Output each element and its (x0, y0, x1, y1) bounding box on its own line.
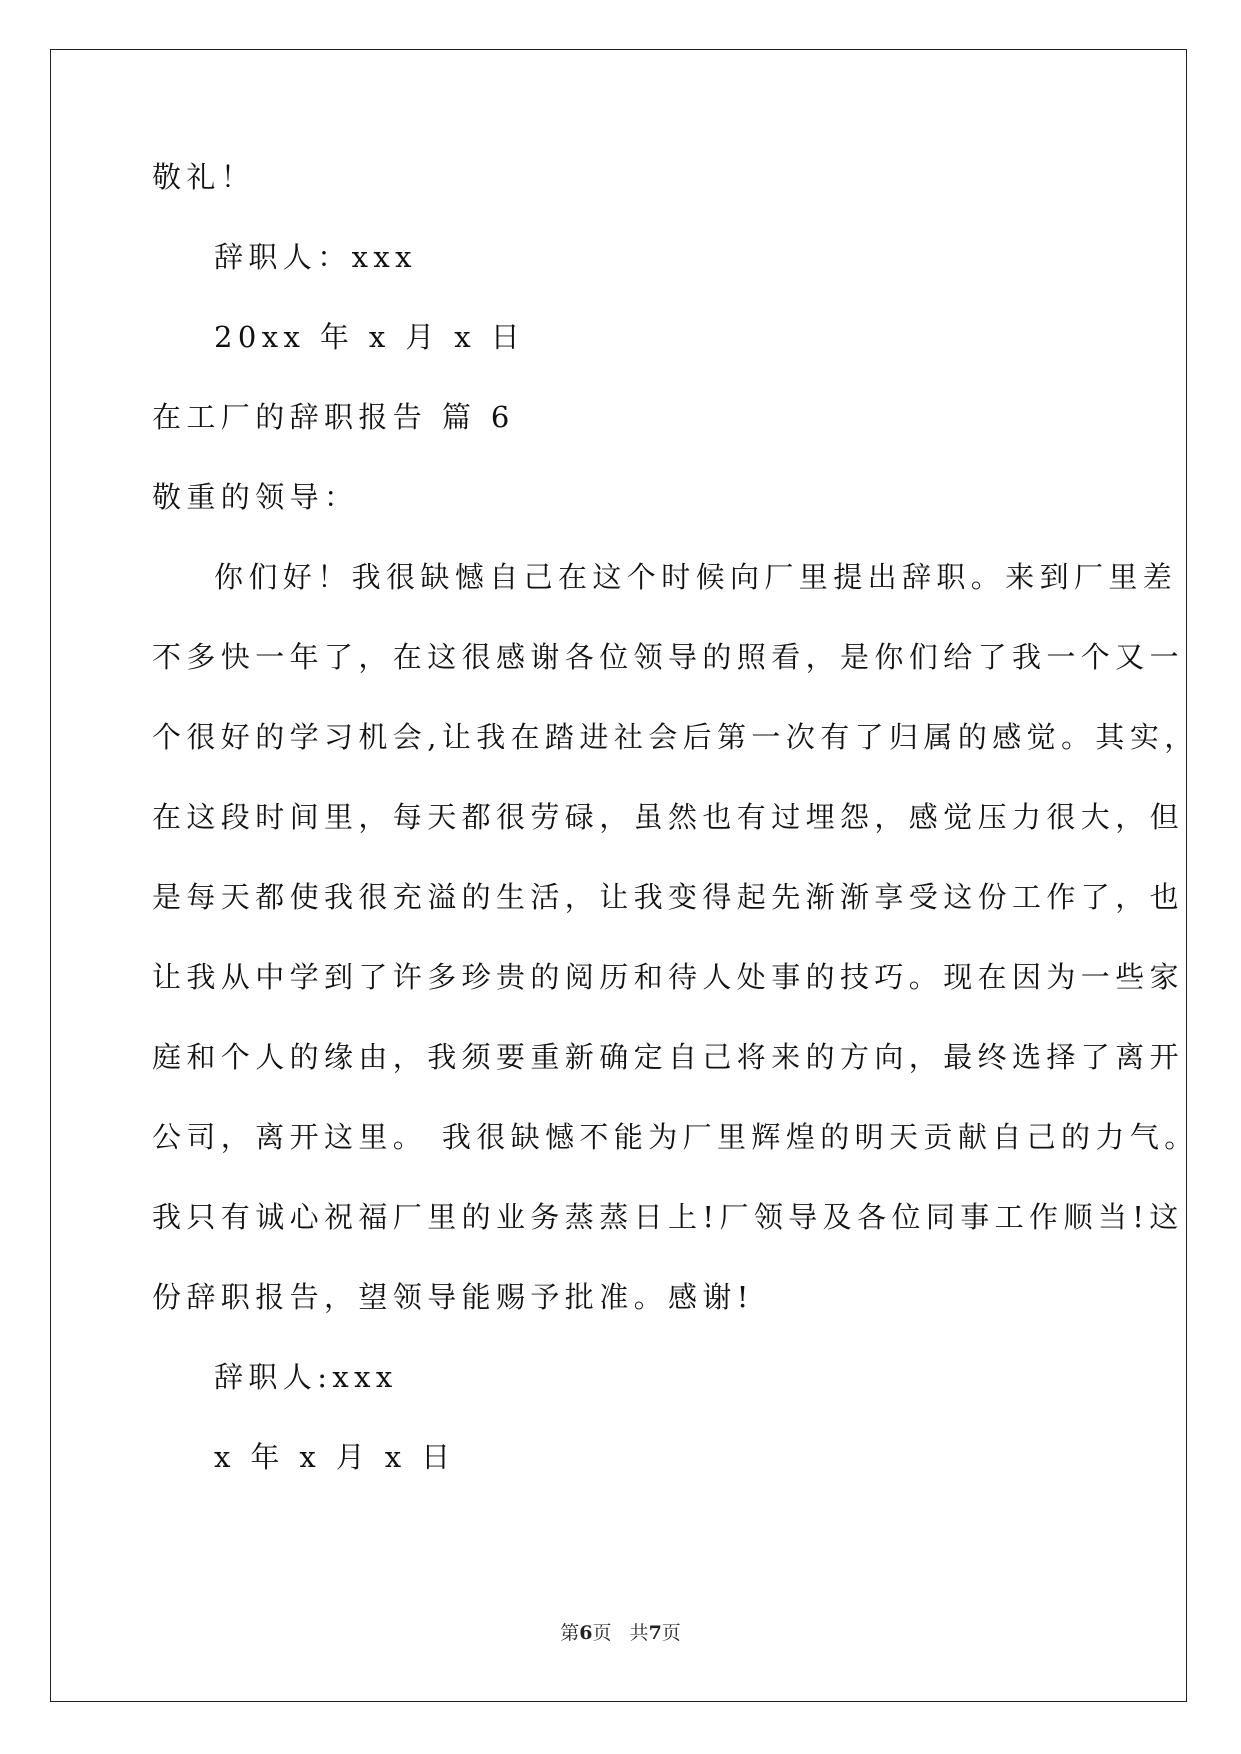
current-page-number: 6 (579, 1622, 593, 1644)
body-line: 在这段时间里，每天都很劳碌，虽然也有过埋怨，感觉压力很大，但 (152, 800, 1185, 834)
footer-middle: 页 共 (592, 1622, 649, 1644)
date-line: 20xx 年 x 月 x 日 (214, 320, 526, 354)
body-line: 庭和个人的缘由，我须要重新确定自己将来的方向，最终选择了离开 (152, 1040, 1185, 1074)
total-page-number: 7 (648, 1622, 662, 1644)
signature-line: 辞职人：xxx (214, 240, 417, 274)
date-line: x 年 x 月 x 日 (214, 1440, 456, 1474)
body-line: 我只有诚心祝福厂里的业务蒸蒸日上!厂领导及各位同事工作顺当!这 (152, 1200, 1184, 1234)
body-line: 不多快一年了，在这很感谢各位领导的照看，是你们给了我一个又一 (152, 640, 1185, 674)
footer-prefix: 第 (560, 1622, 580, 1644)
footer-suffix: 页 (661, 1622, 681, 1644)
body-line: 你们好！我很缺憾自己在这个时候向厂里提出辞职。来到厂里差 (214, 560, 1178, 594)
body-line: 个很好的学习机会,让我在踏进社会后第一次有了归属的感觉。其实， (152, 720, 1199, 754)
signature-line: 辞职人:xxx (214, 1360, 398, 1394)
greeting: 敬重的领导： (152, 480, 359, 514)
closing-salutation: 敬礼！ (152, 160, 256, 194)
body-line: 是每天都使我很充溢的生活，让我变得起先渐渐享受这份工作了，也 (152, 880, 1185, 914)
body-line: 公司，离开这里。 我很缺憾不能为厂里辉煌的明天贡献自己的力气。 (152, 1120, 1199, 1154)
page-footer (0, 1618, 1241, 1645)
body-line: 让我从中学到了许多珍贵的阅历和待人处事的技巧。现在因为一些家 (152, 960, 1185, 994)
body-line: 份辞职报告，望领导能赐予批准。感谢! (152, 1280, 754, 1314)
section-heading: 在工厂的辞职报告 篇 6 (152, 400, 515, 434)
